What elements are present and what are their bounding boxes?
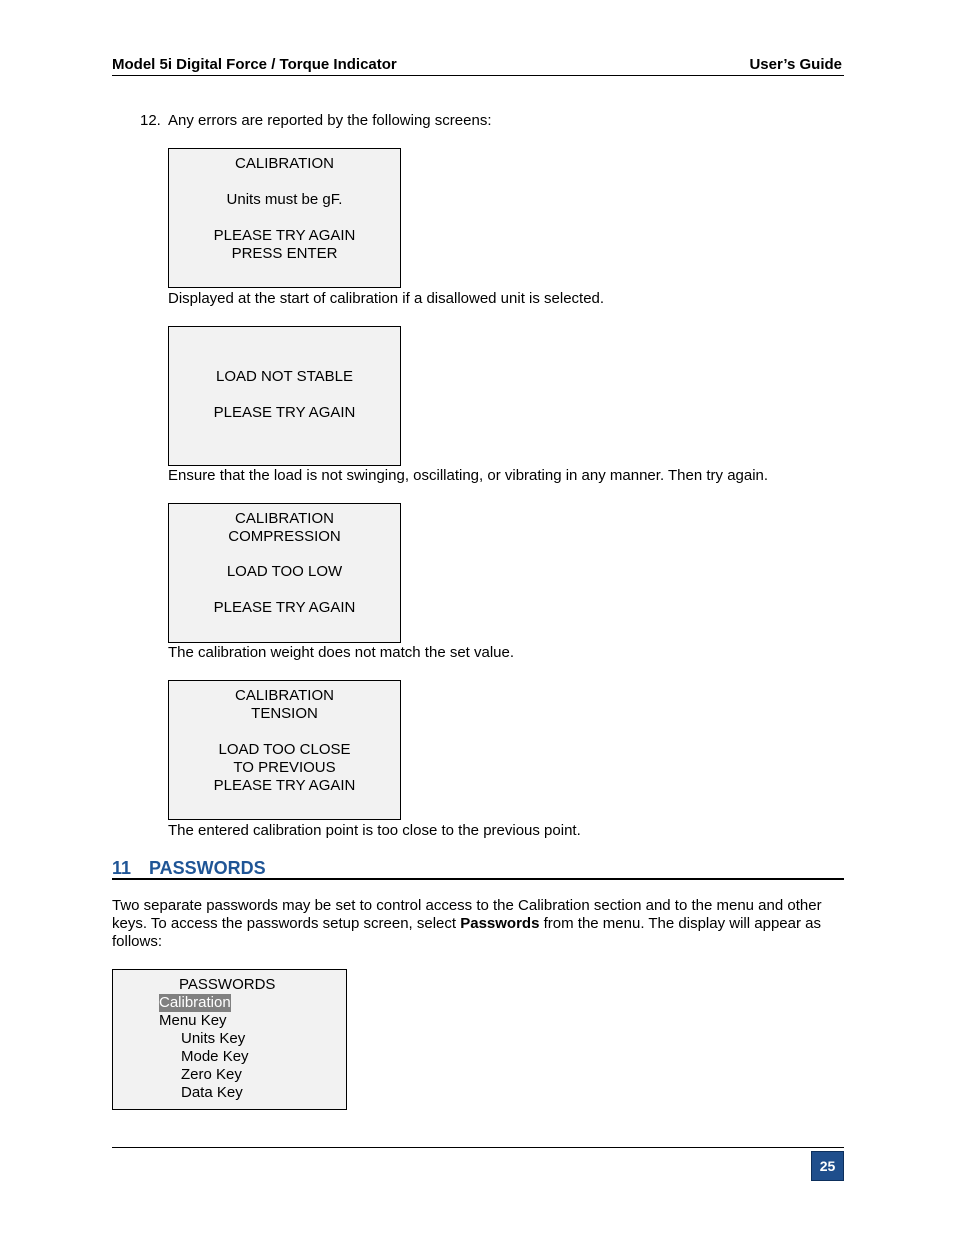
screen-caption: Ensure that the load is not swinging, oscillating, or vibrating in any manner. Then try again. bbox=[168, 467, 769, 484]
screen-line: CALIBRATION bbox=[235, 155, 334, 172]
header-guide-label: User’s Guide bbox=[749, 56, 842, 73]
passwords-item: Data Key bbox=[181, 1084, 243, 1101]
passwords-screen bbox=[112, 969, 347, 1110]
error-screen-load-not-stable bbox=[168, 326, 401, 466]
screen-line: COMPRESSION bbox=[228, 528, 341, 545]
screen-caption: Displayed at the start of calibration if a disallowed unit is selected. bbox=[168, 290, 605, 307]
step-number: 12. bbox=[140, 112, 161, 129]
passwords-paragraph bbox=[112, 897, 844, 951]
passwords-screen-title: PASSWORDS bbox=[179, 976, 276, 993]
error-screen-load-too-close bbox=[168, 680, 401, 820]
section-rule bbox=[112, 878, 844, 880]
paragraph-text: from the menu. The display will appear as follows: bbox=[112, 915, 821, 950]
section-number: 11 bbox=[112, 858, 132, 878]
screen-line: Units must be gF. bbox=[226, 191, 343, 208]
error-screen-load-too-low bbox=[168, 503, 401, 643]
screen-line: TO PREVIOUS bbox=[233, 759, 336, 776]
screen-line: LOAD NOT STABLE bbox=[216, 368, 353, 385]
header-rule bbox=[112, 75, 844, 76]
paragraph-text: Two separate passwords may be set to control access to the Calibration section and to the menu and other keys. To access the passwords setup screen, select bbox=[112, 897, 822, 932]
passwords-item: Zero Key bbox=[181, 1066, 242, 1083]
passwords-item: Units Key bbox=[181, 1030, 246, 1047]
screen-caption: The entered calibration point is too close to the previous point. bbox=[168, 822, 581, 839]
header-title: Model 5i Digital Force / Torque Indicator bbox=[112, 56, 397, 73]
page-number: 25 bbox=[811, 1151, 844, 1181]
screen-line: PLEASE TRY AGAIN bbox=[213, 777, 356, 794]
section-title: PASSWORDS bbox=[149, 858, 266, 878]
screen-line: TENSION bbox=[251, 705, 318, 722]
error-screen-units bbox=[168, 148, 401, 288]
step-item bbox=[140, 112, 492, 129]
paragraph-bold-term: Passwords bbox=[460, 915, 540, 932]
passwords-item-selected: Calibration bbox=[159, 994, 231, 1011]
screen-line: LOAD TOO LOW bbox=[226, 563, 343, 580]
step-text: Any errors are reported by the following screens: bbox=[168, 112, 492, 129]
section-heading bbox=[112, 858, 266, 879]
passwords-item: Menu Key bbox=[159, 1012, 227, 1029]
footer-rule bbox=[112, 1147, 844, 1148]
screen-line: PLEASE TRY AGAIN bbox=[213, 227, 356, 244]
screen-line: PLEASE TRY AGAIN bbox=[213, 599, 356, 616]
screen-caption: The calibration weight does not match the set value. bbox=[168, 644, 515, 661]
screen-line: CALIBRATION bbox=[235, 510, 334, 527]
screen-line: LOAD TOO CLOSE bbox=[218, 741, 351, 758]
screen-line: PLEASE TRY AGAIN bbox=[213, 404, 356, 421]
passwords-item: Mode Key bbox=[181, 1048, 249, 1065]
screen-line: PRESS ENTER bbox=[231, 245, 338, 262]
screen-line: CALIBRATION bbox=[235, 687, 334, 704]
